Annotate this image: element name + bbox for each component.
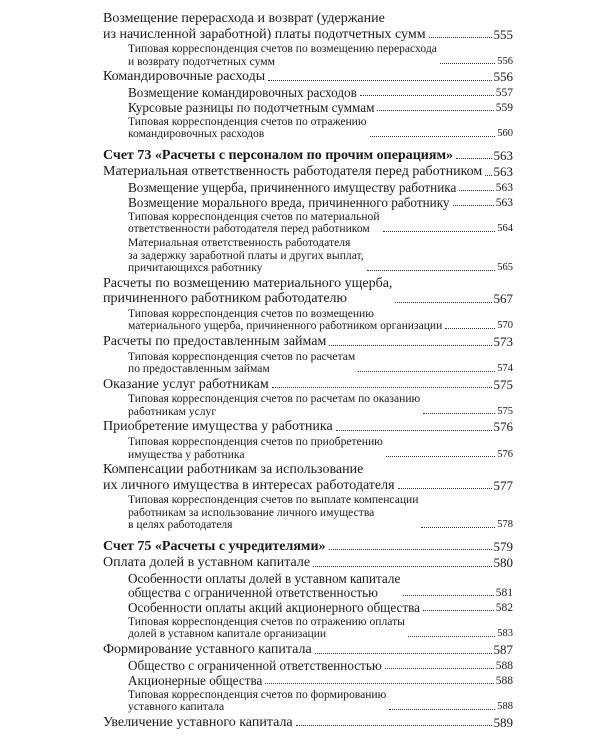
dot-leader: [395, 302, 491, 303]
toc-entry-title: Оказание услуг работникам: [103, 376, 269, 392]
toc-entry-title: Типовая корреспонденция счетов по отражению командировочных расходов: [128, 114, 367, 141]
toc-page-number: 563: [495, 196, 513, 209]
dot-leader: [329, 345, 491, 346]
dot-leader: [360, 95, 494, 96]
toc-entry-title: Увеличение уставного капитала: [103, 714, 293, 730]
dot-leader: [383, 231, 496, 232]
dot-leader: [385, 668, 494, 669]
toc-page-number: 559: [495, 101, 513, 114]
toc-entry: [103, 494, 513, 532]
toc-entry: [103, 555, 513, 571]
toc-entry-title: Материальная ответственность работодателя за задержку заработной платы и других выплат, причитающихся работнику: [128, 236, 364, 275]
toc-entry: [103, 101, 513, 115]
dot-leader: [329, 549, 492, 550]
toc-entry-title: Типовая корреспонденция счетов по возмещению перерасхода и возврату подотчетных сумм: [128, 42, 437, 68]
toc-entry: [103, 377, 513, 393]
toc-page-number: 563: [495, 181, 513, 194]
toc-entry-title: Особенности оплаты долей в уставном капитале общества с ограниченной ответственностью: [128, 570, 401, 600]
toc-entry: [103, 715, 513, 731]
dot-leader: [265, 683, 493, 684]
toc-entry: [103, 237, 513, 275]
toc-entry-title: Типовая корреспонденция счетов по расчетам по оказанию работникам услуг: [128, 392, 421, 418]
dot-leader: [377, 110, 493, 111]
toc-entry-title: Расчеты по возмещению материального ущерба, причиненного работником работодателю: [103, 275, 393, 307]
toc-entry: [103, 211, 513, 236]
toc-section-heading: [103, 148, 513, 164]
toc-page-number: 587: [493, 642, 513, 658]
toc-entry-title: Счет 73 «Расчеты с персоналом по прочим операциям»: [103, 147, 453, 163]
toc-page-number: 580: [493, 555, 513, 571]
toc-entry-title: Возмещение ущерба, причиненного имуществу работника: [128, 179, 457, 195]
toc-entry-title: Акционерные общества: [128, 672, 263, 688]
toc-entry-title: Компенсации работникам за использование их личного имущества в интересах работодателя: [103, 462, 395, 493]
toc-entry-title: Типовая корреспонденция счетов по формированию уставного капитала: [128, 687, 387, 714]
toc-entry-title: Типовая корреспонденция счетов по возмещению материального ущерба, причиненного работником организации: [128, 306, 443, 333]
toc-entry: [103, 419, 513, 435]
toc-page-number: 576: [497, 448, 513, 460]
toc-page-number: 589: [493, 714, 513, 730]
toc-page-number: 575: [493, 376, 513, 392]
dot-leader: [423, 413, 495, 414]
dot-leader: [456, 158, 492, 159]
dot-leader: [408, 636, 495, 637]
toc-section-heading: [103, 539, 513, 555]
toc-page-number: 577: [493, 477, 513, 493]
toc-page-number: 570: [497, 320, 513, 332]
toc-page-number: 582: [495, 601, 513, 614]
toc-entry: [103, 181, 513, 195]
toc-page-number: 560: [497, 128, 513, 140]
toc-entry-title: Особенности оплаты акций акционерного общества: [128, 599, 421, 615]
dot-leader: [336, 430, 492, 431]
toc-entry: [103, 69, 513, 85]
toc-entry: [103, 308, 513, 333]
toc-entry: [103, 196, 513, 210]
toc-entry-title: Типовая корреспонденция счетов по материальной ответственности работодателя перед работником: [128, 209, 380, 236]
dot-leader: [403, 595, 493, 596]
toc-page-number: 555: [493, 26, 513, 42]
dot-leader: [423, 610, 494, 611]
toc-entry-title: Возмещение командировочных расходов: [128, 84, 357, 100]
toc-entry: [103, 393, 513, 418]
dot-leader: [272, 387, 492, 388]
toc-entry: [103, 164, 513, 180]
toc-page-number: 567: [493, 291, 513, 307]
toc-entry: [103, 659, 513, 673]
toc-page-number: 576: [493, 419, 513, 435]
dot-leader: [367, 270, 496, 271]
toc-entry: [103, 642, 513, 658]
toc-entry: [103, 572, 513, 600]
dot-leader: [445, 328, 495, 329]
toc-page-number: 574: [497, 363, 513, 375]
dot-leader: [313, 566, 491, 567]
toc-entry-title: Курсовые разницы по подотчетным суммам: [128, 99, 375, 115]
dot-leader: [440, 63, 495, 64]
dot-leader: [485, 175, 491, 176]
toc-entry: [103, 43, 513, 68]
toc-entry: [103, 11, 513, 42]
toc-page-number: 588: [495, 659, 513, 672]
toc-entry: [103, 601, 513, 615]
toc-entry-title: Возмещение морального вреда, причиненного работнику: [128, 194, 450, 210]
dot-leader: [429, 37, 492, 38]
toc-entry: [103, 276, 513, 307]
toc-entry-title: Оплата долей в уставном капитале: [103, 555, 311, 571]
toc-entry: [103, 351, 513, 376]
toc-page-number: 563: [493, 164, 513, 180]
dot-leader: [459, 190, 493, 191]
toc-entry: [103, 674, 513, 688]
toc-page-number: 583: [497, 628, 513, 640]
toc-page-number: 588: [495, 674, 513, 687]
toc-entry: [103, 616, 513, 641]
toc-entry-title: Материальная ответственность работодателя перед работником: [103, 164, 483, 180]
dot-leader: [315, 653, 492, 654]
toc-entry: [103, 462, 513, 493]
toc-page-number: 563: [493, 147, 513, 163]
toc-page-number: 573: [493, 334, 513, 350]
toc-entry-title: Расчеты по предоставленным займам: [103, 334, 327, 350]
dot-leader: [421, 527, 495, 528]
dot-leader: [268, 80, 491, 81]
toc-entry-title: Типовая корреспонденция счетов по выплате компенсации работникам за использование личного имущества в целях работодателя: [128, 493, 419, 532]
dot-leader: [386, 456, 495, 457]
dot-leader: [358, 371, 495, 372]
toc-page-number: 588: [497, 701, 513, 713]
toc-entry-title: Типовая корреспонденция счетов по отражению оплаты долей в уставном капитале организации: [128, 614, 405, 641]
toc-entry: [103, 86, 513, 100]
toc-entry-title: Общество с ограниченной ответственностью: [128, 657, 382, 673]
toc-entry-title: Счет 75 «Расчеты с учредителями»: [103, 538, 326, 554]
toc-page-number: 579: [493, 538, 513, 554]
toc-page-number: 564: [497, 223, 513, 235]
toc-entry-title: Приобретение имущества у работника: [103, 419, 333, 435]
toc-entry: [103, 116, 513, 141]
dot-leader: [398, 488, 492, 489]
toc-page-number: 581: [495, 586, 513, 599]
dot-leader: [370, 136, 496, 137]
toc-page-number: 578: [497, 519, 513, 531]
toc-page-number: 556: [497, 55, 513, 67]
toc-entry-title: Типовая корреспонденция счетов по приобретению имущества у работника: [128, 434, 383, 461]
toc-page-number: 556: [493, 69, 513, 85]
toc-page-number: 557: [495, 86, 513, 99]
toc-entry-title: Формирование уставного капитала: [103, 642, 312, 658]
toc-entry-title: Типовая корреспонденция счетов по расчетам по предоставленным займам: [128, 349, 356, 376]
dot-leader: [453, 205, 494, 206]
dot-leader: [389, 709, 495, 710]
toc-entry: [103, 334, 513, 350]
dot-leader: [296, 725, 492, 726]
table-of-contents: [103, 10, 513, 730]
toc-entry: [103, 436, 513, 461]
toc-entry-title: Возмещение перерасхода и возврат (удержание из начисленной заработной) платы подотчетных сумм: [103, 11, 426, 42]
toc-page-number: 575: [497, 405, 513, 417]
toc-entry-title: Командировочные расходы: [103, 69, 266, 85]
toc-entry: [103, 689, 513, 714]
toc-page-number: 565: [497, 262, 513, 274]
